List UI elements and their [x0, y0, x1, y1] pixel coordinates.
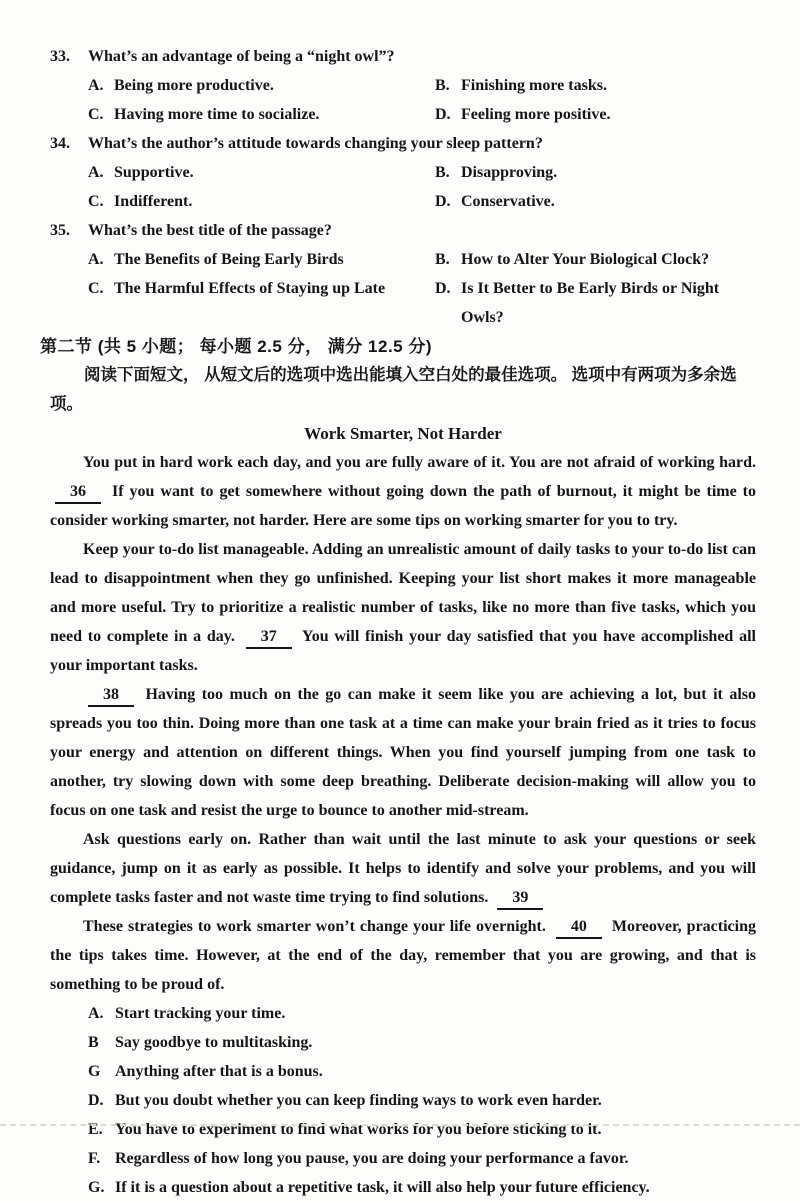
- option-letter: B.: [435, 77, 450, 94]
- option-text: Feeling more positive.: [461, 106, 611, 123]
- blank-37: 37: [246, 627, 292, 649]
- choice-item: [88, 1028, 756, 1057]
- option-letter: B.: [435, 164, 450, 181]
- passage-paragraph: You put in hard work each day, and you are fully aware of it. You are not afraid of working hard. 36 If you want to get somewhere without going down the path of burnout, it might be time to consider working smarter, not harder. Here are some tips on working smarter for you to try.: [50, 454, 756, 529]
- option-letter: D.: [435, 106, 451, 123]
- option-text: Finishing more tasks.: [461, 77, 607, 94]
- option-text: Disapproving.: [461, 164, 558, 181]
- question-stem: [50, 42, 756, 71]
- option-text: The Harmful Effects of Staying up Late: [114, 280, 386, 297]
- choice-letter: F.: [88, 1150, 101, 1167]
- option-row: [88, 71, 756, 100]
- passage-paragraph: 38 Having too much on the go can make it seem like you are achieving a lot, but it also spreads you too thin. Doing more than one task at a time can make your brain fried as it tries to focus your energy and attention on different things. When you find yourself jumping from one task to another, try slowing down with some deep breathing. Deliberate decision-making will allow you to focus on one task and resist the urge to bounce to another mid-stream.: [50, 686, 756, 819]
- option: [88, 71, 435, 100]
- blank-39: 39: [497, 888, 543, 910]
- passage-body: [50, 448, 756, 999]
- blank-40: 40: [556, 917, 602, 939]
- option-letter: B.: [435, 251, 450, 268]
- choice-item: [88, 1115, 756, 1144]
- option-letter: C.: [88, 280, 104, 297]
- passage-title: Work Smarter, Not Harder: [304, 424, 502, 443]
- option: [88, 274, 435, 332]
- section-heading: 第二节 (共 5 小题； 每小题 2.5 分， 满分 12.5 分): [40, 337, 433, 356]
- choice-letter: G: [88, 1063, 101, 1080]
- option-text: Indifferent.: [114, 193, 193, 210]
- choice-text: If it is a question about a repetitive task, it will also help your future efficiency.: [115, 1179, 650, 1196]
- choice-item: [88, 1086, 756, 1115]
- option-letter: A.: [88, 164, 104, 181]
- choice-letter: D.: [88, 1092, 104, 1109]
- choice-text: You have to experiment to find what works for you before sticking to it.: [115, 1121, 602, 1138]
- option: [88, 158, 435, 187]
- option-text: Being more productive.: [114, 77, 274, 94]
- option-row: [88, 100, 756, 129]
- option-text: Conservative.: [461, 193, 555, 210]
- question-text: What’s the author’s attitude towards changing your sleep pattern?: [88, 135, 543, 152]
- choice-text: Say goodbye to multitasking.: [115, 1034, 313, 1051]
- option-text: Supportive.: [114, 164, 194, 181]
- question-text: What’s the best title of the passage?: [88, 222, 332, 239]
- passage-paragraph: Ask questions early on. Rather than wait until the last minute to ask your questions or seek guidance, jump on it as early as possible. It helps to identify and solve your problems, and you will complete tasks faster and not waste time trying to find solutions. 39: [50, 825, 756, 912]
- question-stem: [50, 216, 756, 245]
- option: [435, 100, 610, 129]
- blank-36: 36: [55, 482, 101, 504]
- exam-page: [40, 42, 756, 1202]
- choice-item: [88, 999, 756, 1028]
- option: [88, 187, 435, 216]
- option-text: Having more time to socialize.: [114, 106, 320, 123]
- option-letter: C.: [88, 106, 104, 123]
- choice-letter: G.: [88, 1179, 105, 1196]
- choices-list: [50, 999, 756, 1202]
- option-text: Is It Better to Be Early Birds or Night Owls?: [461, 280, 720, 326]
- option-row: [88, 245, 756, 274]
- question-number: 34.: [50, 135, 70, 152]
- question-number: 33.: [50, 48, 70, 65]
- option-text: How to Alter Your Biological Clock?: [461, 251, 710, 268]
- passage-paragraph: Keep your to-do list manageable. Adding an unrealistic amount of daily tasks to your to-do list can lead to disappointment when they go unfinished. Keeping your list short makes it more manageable and more useful. Try to prioritize a realistic number of tasks, like no more than five tasks, which you need to complete in a day. 37 You will finish your day satisfied that you have accomplished all your important tasks.: [50, 541, 756, 674]
- option-letter: D.: [435, 193, 451, 210]
- blank-38: 38: [88, 685, 134, 707]
- option-letter: C.: [88, 193, 104, 210]
- option: [435, 274, 756, 332]
- scan-artifact-line: [0, 1124, 800, 1126]
- question-text: What’s an advantage of being a “night owl”?: [88, 48, 395, 65]
- choice-text: Start tracking your time.: [115, 1005, 286, 1022]
- passage-paragraph: These strategies to work smarter won’t change your life overnight. 40 Moreover, practicing the tips takes time. However, at the end of the day, remember that you are growing, and that is something to be proud of.: [50, 918, 756, 993]
- choice-text: But you doubt whether you can keep finding ways to work even harder.: [115, 1092, 602, 1109]
- option: [88, 245, 435, 274]
- option-letter: A.: [88, 251, 104, 268]
- choice-item: [88, 1173, 756, 1202]
- question-stem: [50, 129, 756, 158]
- choice-letter: B: [88, 1034, 99, 1051]
- choice-letter: A.: [88, 1005, 104, 1022]
- multiple-choice-questions: [50, 42, 756, 332]
- choice-item: [88, 1057, 756, 1086]
- option: [435, 71, 607, 100]
- choice-letter: E.: [88, 1121, 103, 1138]
- section-instruction: 阅读下面短文， 从短文后的选项中选出能填入空白处的最佳选项。 选项中有两项为多余选项。: [50, 366, 737, 413]
- option-letter: D.: [435, 280, 451, 297]
- option: [435, 187, 555, 216]
- option-letter: A.: [88, 77, 104, 94]
- option-row: [88, 274, 756, 332]
- option-row: [88, 158, 756, 187]
- choice-text: Anything after that is a bonus.: [115, 1063, 323, 1080]
- option-row: [88, 187, 756, 216]
- option: [435, 245, 709, 274]
- option: [88, 100, 435, 129]
- choice-text: Regardless of how long you pause, you are doing your performance a favor.: [115, 1150, 629, 1167]
- option: [435, 158, 557, 187]
- question-number: 35.: [50, 222, 70, 239]
- option-text: The Benefits of Being Early Birds: [114, 251, 344, 268]
- choice-item: [88, 1144, 756, 1173]
